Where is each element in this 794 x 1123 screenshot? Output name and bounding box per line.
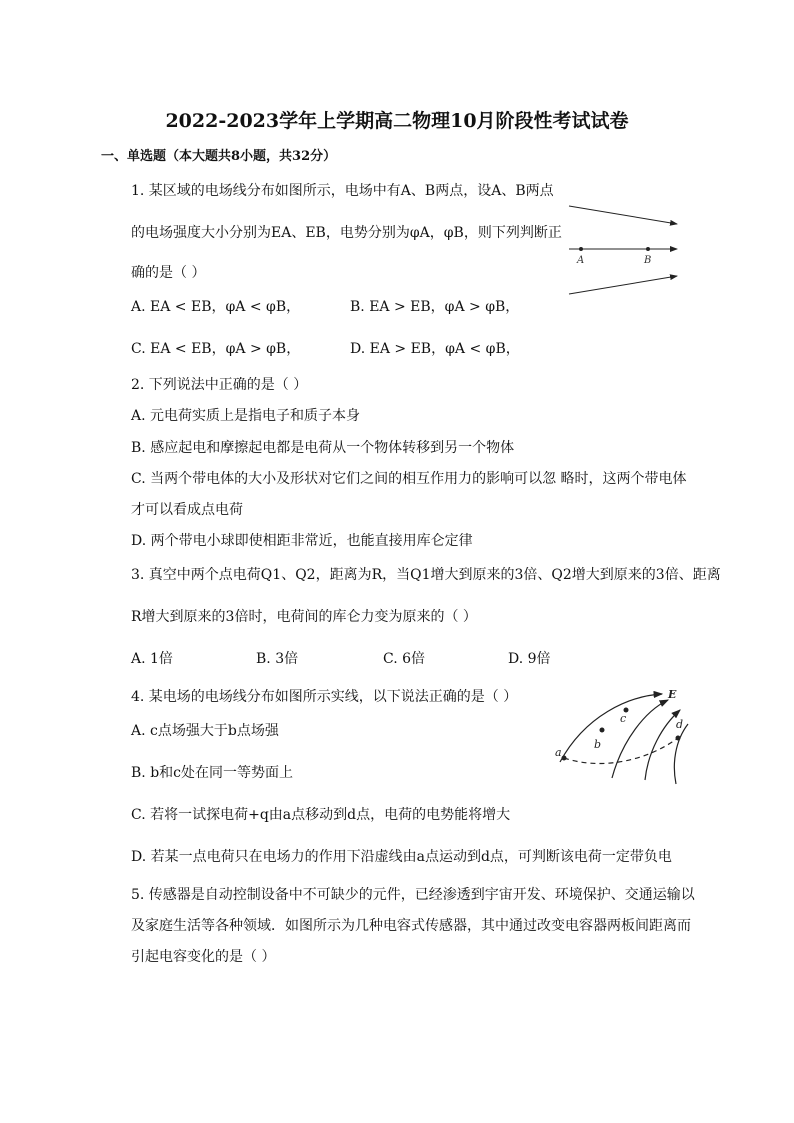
trajectory-dashed bbox=[564, 738, 678, 764]
q1-stem-line1: 1. 某区域的电场线分布如图所示，电场中有A、B两点，设A、B两点 bbox=[131, 183, 554, 199]
point-a-dot bbox=[579, 247, 583, 251]
q1-option-a: A. EA < EB，φA < φB， bbox=[131, 299, 301, 315]
q5-stem-line1: 5. 传感器是自动控制设备中不可缺少的元件，已经渗透到宇宙开发、环境保护、交通运输以 bbox=[131, 887, 695, 903]
q2-option-c-line1: C. 当两个带电体的大小及形状对它们之间的相互作用力的影响可以忽 略时，这两个带电体 bbox=[131, 471, 687, 487]
point-b-dot bbox=[600, 728, 605, 733]
point-a-dot bbox=[562, 756, 567, 761]
q1-stem-line2: 的电场强度大小分别为EA、EB，电势分别为φA，φB，则下列判断正 bbox=[131, 225, 562, 241]
q2-option-b: B. 感应起电和摩擦起电都是电荷从一个物体转移到另一个物体 bbox=[131, 440, 515, 456]
page-title: 2022-2023学年上学期高二物理10月阶段性考试试卷 bbox=[165, 110, 629, 132]
q1-option-c: C. EA < EB，φA > φB， bbox=[131, 341, 301, 357]
q1-option-b: B. EA > EB，φA > φB， bbox=[350, 299, 520, 315]
field-line-bottom bbox=[569, 276, 677, 294]
q1-option-d: D. EA > EB，φA < φB， bbox=[350, 341, 520, 357]
q2-option-a: A. 元电荷实质上是指电子和质子本身 bbox=[131, 408, 361, 424]
q4-option-d: D. 若某一点电荷只在电场力的作用下沿虚线由a点运动到d点，可判断该电荷一定带负电 bbox=[131, 849, 672, 865]
q4-field-lines-figure bbox=[550, 686, 692, 786]
field-line-1 bbox=[560, 694, 662, 762]
q3-stem-line2: R增大到原来的3倍时，电荷间的库仑力变为原来的（ ） bbox=[131, 609, 477, 625]
q2-option-d: D. 两个带电小球即使相距非常近，也能直接用库仑定律 bbox=[131, 533, 473, 549]
q3-option-d: D. 9倍 bbox=[508, 651, 551, 667]
q5-stem-line3: 引起电容变化的是（ ） bbox=[131, 949, 276, 965]
label-c: c bbox=[620, 712, 627, 725]
point-d-dot bbox=[676, 736, 681, 741]
label-b: b bbox=[594, 738, 602, 751]
q4-option-c: C. 若将一试探电荷+q由a点移动到d点，电荷的电势能将增大 bbox=[131, 807, 511, 823]
label-a: a bbox=[555, 746, 562, 759]
point-a-label: A bbox=[577, 255, 585, 266]
q3-option-b: B. 3倍 bbox=[256, 651, 299, 667]
field-line-4 bbox=[674, 724, 688, 784]
q5-stem-line2: 及家庭生活等各种领域．如图所示为几种电容式传感器，其中通过改变电容器两板间距离而 bbox=[131, 918, 691, 934]
q1-field-lines-figure bbox=[565, 196, 685, 300]
q3-option-a: A. 1倍 bbox=[131, 651, 173, 667]
section-heading: 一、单选题（本大题共8小题，共32分） bbox=[101, 149, 337, 164]
q1-stem-line3: 确的是（ ） bbox=[131, 265, 206, 281]
q2-stem: 2. 下列说法中正确的是（ ） bbox=[131, 377, 308, 393]
label-e: E bbox=[668, 688, 677, 701]
q3-option-c: C. 6倍 bbox=[383, 651, 426, 667]
q4-stem: 4. 某电场的电场线分布如图所示实线，以下说法正确的是（ ） bbox=[131, 689, 518, 705]
q4-option-a: A. c点场强大于b点场强 bbox=[131, 723, 279, 739]
label-d: d bbox=[676, 718, 684, 731]
point-b-label: B bbox=[644, 255, 652, 266]
q4-option-b: B. b和c处在同一等势面上 bbox=[131, 765, 293, 781]
field-line-top bbox=[569, 206, 677, 224]
q3-stem-line1: 3. 真空中两个点电荷Q1、Q2，距离为R，当Q1增大到原来的3倍、Q2增大到原来的3倍、距离 bbox=[131, 567, 721, 583]
point-b-dot bbox=[646, 247, 650, 251]
q2-option-c-line2: 才可以看成点电荷 bbox=[131, 502, 243, 518]
